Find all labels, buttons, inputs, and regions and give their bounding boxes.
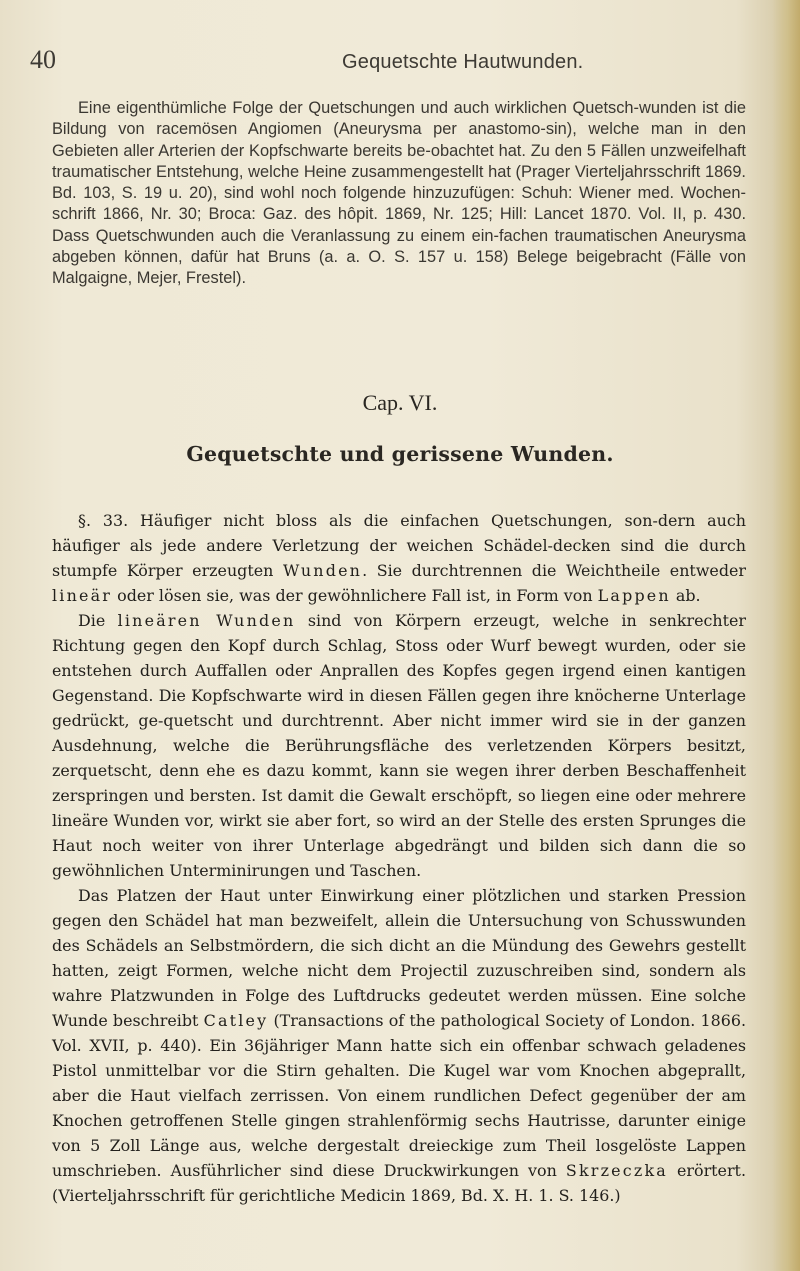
body-text: [52, 508, 746, 1208]
page-edge-shadow: [772, 0, 800, 1271]
chapter-title: Gequetschte und gerissene Wunden.: [186, 442, 614, 466]
paragraph-platzen: Das Platzen der Haut unter Einwirkung einer plötzlichen und starken Pression gegen den Schädel hat man bezweifelt, allein die Untersuchung von Schusswunden des Schädels an Selbstmördern, die sich dicht an die Mündung des Gewehrs gestellt hatten, zeigt Formen, welche nicht dem Projectil zuzuschreiben sind, sondern als wahre Platzwunden in Folge des Luftdrucks gedeutet werden müssen. Eine solche Wunde beschreibt Catley (Transactions of the pathological Society of London. 1866. Vol. XVII, p. 440). Ein 36jähriger Mann hatte sich ein offenbar schwach geladenes Pistol unmittelbar vor die Stirn gehalten. Die Kugel war vom Knochen abgeprallt, aber die Haut vielfach zerrissen. Von einem rundlichen Defect gegenüber der am Knochen getroffenen Stelle gingen strahlenförmig sechs Hautrisse, darunter einige von 5 Zoll Länge aus, welche dergestalt dreieckige zum Theil losgelöste Lappen umschrieben. Ausführlicher sind diese Druckwirkungen von Skrzeczka erörtert. (Vierteljahrsschrift für gerichtliche Medicin 1869, Bd. X. H. 1. S. 146.): [52, 886, 746, 1205]
emphasis-linear: lineär: [52, 586, 113, 605]
page-number: 40: [30, 45, 56, 74]
paragraph-linear-wounds: Die lineären Wunden sind von Körpern erzeugt, welche in senkrechter Richtung gegen den Kopf durch Schlag, Stoss oder Wurf bewegt wurden, oder sie entstehen durch Auffallen oder Anprallen des Kopfes gegen irgend einen kantigen Gegenstand. Die Kopfschwarte wird in diesen Fällen gegen ihre knöcherne Unterlage gedrückt, ge-quetscht und durchtrennt. Aber nicht immer wird sie in der ganzen Ausdehnung, welche die Berührungsfläche des verletzenden Körpers besitzt, zerquetscht, denn ehe es dazu kommt, kann sie wegen ihrer derben Beschaffenheit zerspringen und bersten. Ist damit die Gewalt erschöpft, so liegen eine oder mehrere lineäre Wunden vor, wirkt sie aber fort, so wird an der Stelle des ersten Sprunges die Haut noch weiter von ihrer Unterlage abgedrängt und bilden sich dann die so gewöhnlichen Unterminirungen und Taschen.: [52, 611, 747, 880]
emphasis-lappen: Lappen: [597, 586, 671, 605]
author-catley: Catley: [203, 1011, 269, 1030]
intro-paragraph: Eine eigenthümliche Folge der Quetschungen und auch wirklichen Quetsch-wunden ist die Bildung von racemösen Angiomen (Aneurysma per anastomo-sin), welche man in den Gebieten aller Arterien der Kopfschwarte bereits be-obachtet hat. Zu den 5 Fällen unzweifelhaft traumatischer Entstehung, welche Heine zusammengestellt hat (Prager Vierteljahrsschrift 1869. Bd. 103, S. 19 u. 20), sind wohl noch folgende hinzuzufügen: Schuh: Wiener med. Wochen-schrift 1866, Nr. 30; Broca: Gaz. des hôpit. 1869, Nr. 125; Hill: Lancet 1870. Vol. II, p. 430. Dass Quetschwunden auch die Veranlassung zu einem ein-fachen traumatischen Aneurysma abgeben können, dafür hat Bruns (a. a. O. S. 157 u. 158) Belege beigebracht (Fälle von Malgaigne, Mejer, Frestel).: [52, 99, 746, 288]
author-skrzeczka: Skrzeczka: [565, 1161, 668, 1180]
emphasis-wunden: Wunden: [282, 561, 363, 580]
paragraph-33: §. 33. Häufiger nicht bloss als die einfachen Quetschungen, son-dern auch häufiger als jede andere Verletzung der weichen Schädel-decken sind die durch stumpfe Körper erzeugten Wunden. Sie durchtrennen die Weichtheile entweder lineär oder lösen sie, was der gewöhnlichere Fall ist, in Form von Lappen ab.: [52, 511, 746, 605]
chapter-label: Cap. VI.: [362, 390, 438, 415]
page-header: [30, 45, 730, 77]
running-title: Gequetschte Hautwunden.: [342, 51, 584, 73]
emphasis-linear-wunden: lineären Wunden: [117, 611, 296, 630]
